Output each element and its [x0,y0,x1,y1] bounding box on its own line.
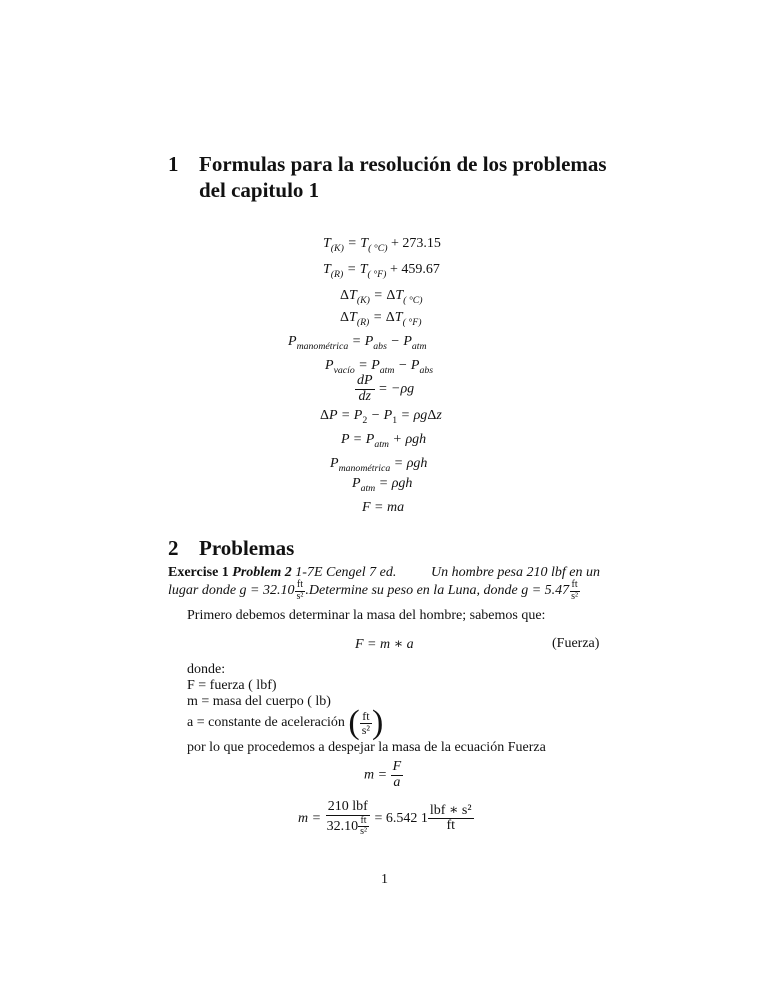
equation-delta-rankine: $\Delta T_{(R)} = \Delta T_{( ^\circ F)}$ [340,310,422,328]
equation-vacio: $P_{vacío} = P_{atm} - P_{abs}$ [325,358,434,376]
exercise-text2a: lugar donde g = 32.10 [168,583,295,599]
equation-kelvin: $T_{(K)} = T_{( ^\circ C)} + 273.15$ [323,236,441,254]
equation-rankine: $T_{(R)} = T_{( ^\circ F)} + 459.67$ [323,262,440,280]
exercise-text2b: .Determine su peso en la Luna, donde g = 5.47 [305,583,570,599]
equation-delta-kelvin: $\Delta T_{(K)} = \Delta T_{( ^\circ C)}$ [340,288,423,306]
calc-result-value: = 6.542 1 [374,811,428,827]
exercise-problem: Problem 2 [232,565,292,580]
exercise-ref: 1-7E Cengel 7 ed. [295,565,397,580]
equation-force: F = m ∗ a [355,637,414,652]
unit-s2: s² [296,590,304,602]
equation-p-total: $P = P_{atm} + \rho gh$ [341,432,427,450]
unit-ft-3: ft [362,708,370,723]
calc-lhs: m = [298,811,322,827]
solution-despejar: por lo que procedemos a despejar la masa de la ecuación Fuerza [187,740,546,755]
equation-dpdz: $\frac{dP}{dz}$ = −ρg [357,373,415,404]
exercise-line2 [168,580,580,602]
section-number: 1 [168,152,179,176]
eq-m-num: F [392,759,402,774]
unit-ft-4: ft [360,814,367,826]
unit-s2-4: s² [360,826,367,838]
unit-ft: ft [296,579,303,590]
equation-patm: $P_{atm} = \rho gh$ [352,476,413,494]
equation-force-tag: (Fuerza) [552,636,600,651]
definition-m: m = masa del cuerpo ( lb) [187,694,331,709]
equation-newton: F = ma [362,500,405,515]
calc-num: 210 lbf [327,799,368,814]
unit-s2-3: s² [361,722,371,737]
section2-number: 2 [168,536,179,560]
exercise-text1: Un hombre pesa 210 lbf en un [430,565,600,580]
definition-a: a = constante de aceleración ( $\frac{ft}{\text{s²}}$ ) [187,704,384,741]
equation-manometrica-rgh: $P_{manométrica} = \rho gh$ [330,456,428,474]
equation-m-fa [364,760,403,790]
calculation-mass [298,800,474,838]
section-title-line2: del capitulo 1 [199,178,320,202]
where-label: donde: [187,662,226,677]
unit-s2-2: s² [571,590,579,602]
unit-ft-2: ft [571,579,578,590]
equation-manometrica: $P_{manométrica} = P_{abs} - P_{atm}$ [288,334,427,352]
calc-res-num: lbf ∗ s² [429,802,472,818]
definition-f: F = fuerza ( lbf) [187,678,277,693]
equation-delta-p: $\Delta P = P_2 - P_1 = \rho g\Delta z$ [320,408,442,426]
calc-res-den: ft [446,818,455,834]
solution-intro: Primero debemos determinar la masa del hombre; sabemos que: [187,608,546,623]
section-title-line1: Formulas para la resolución de los problemas [199,152,607,176]
eq-m-den: a [393,774,401,790]
eq-m-lhs: m = [364,767,388,783]
exercise-label: Exercise 1 [168,565,229,580]
section2-title: Problemas [199,536,295,560]
exercise-line1 [168,565,600,581]
page-number: 1 [381,872,388,887]
calc-den-val: 32.10 [326,818,359,834]
definition-a-text: a = constante de aceleración [187,715,345,730]
